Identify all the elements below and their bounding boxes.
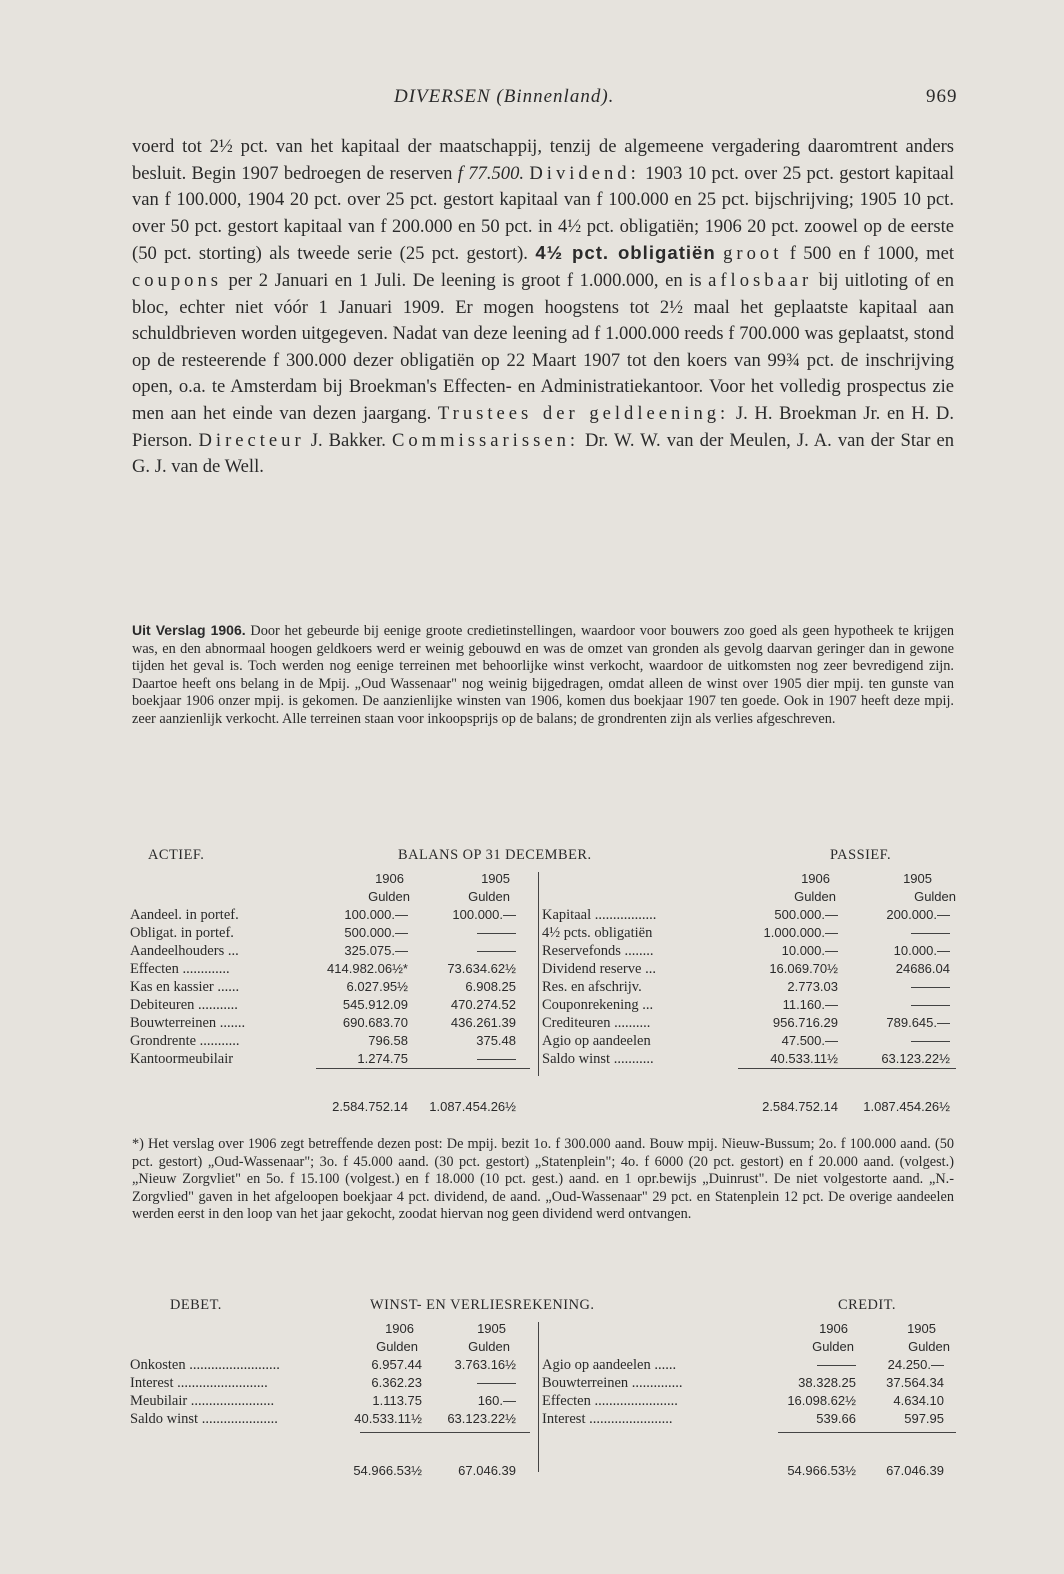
running-header: [0, 86, 1064, 116]
activa-row: [130, 960, 530, 978]
passiva-value-1905: 24686.04: [895, 961, 950, 976]
passiva-value-1905: 789.645.—: [886, 1015, 950, 1030]
activa-value-1905: 73.634.62½: [447, 961, 516, 976]
activa-label: Aandeel. in portef.: [130, 907, 239, 923]
obligations-heading: 4½ pct. obligatiën: [535, 242, 716, 264]
passiva-value-1905: 200.000.—: [886, 907, 950, 922]
debet-label: Saldo winst .....................: [130, 1411, 278, 1427]
credit-value-1905: 37.564.34: [886, 1375, 944, 1390]
passiva-row: [542, 942, 956, 960]
credit-label: Interest .......................: [542, 1411, 673, 1427]
credit-label: Agio op aandeelen ......: [542, 1357, 677, 1373]
passiva-row: [542, 1032, 956, 1050]
passiva-row: [542, 1014, 956, 1032]
activa-row: [130, 1050, 530, 1068]
activa-total-1906: 2.584.752.14: [332, 1099, 408, 1114]
activa-value-1906: 500.000.—: [344, 925, 408, 940]
activa-value-1906: 100.000.—: [344, 907, 408, 922]
passiva-value-1906: 2.773.03: [787, 979, 838, 994]
passiva-value-1906: 47.500.—: [781, 1033, 838, 1048]
debet-label: Interest .........................: [130, 1375, 268, 1391]
activa-row: [130, 996, 530, 1014]
balance-left-head: ACTIEF.: [148, 847, 205, 863]
passiva-value-1906: 16.069.70½: [769, 961, 838, 976]
trustees-heading: Trustees der geldleening:: [437, 402, 730, 424]
report-text: Door het gebeurde bij eenige groote credietinstellingen, waardoor voor bouwers zoo goed als geen hypotheek te krijgen was, en den abnormaal hoogen geldkoers werd er weinig gebouwd en was de omzet van gronden als gevolg daarvan geringer dan in gewone tijden het geval is. Toch werden nog eenige terreinen met behoorlijke winst verkocht, waardoor de uitkomsten nog zeer bevredigend zijn. Daartoe heeft ons belang in de Mpij. „Oud Wassenaar" nog weinig bijgedragen, omdat alleen de winst over 1905 dier mpij. ten gunste van boekjaar 1906 onzer mpij. is gekomen. De aanzienlijke winsten van 1906, komen dus boekjaar 1907 ten goede. Ook in 1907 heeft deze mpij. zeer aanzienlijk verkocht. Alle terreinen staan voor inkoopsprijs op de balans; de grondrenten zijn als verlies afgeschreven.: [132, 623, 954, 727]
activa-value-1905: 470.274.52: [450, 997, 516, 1012]
director-heading: Directeur: [198, 429, 305, 451]
credit-label: Effecten .......................: [542, 1393, 678, 1409]
activa-row: [130, 906, 530, 924]
activa-value-1906: 796.58: [368, 1033, 408, 1048]
passiva-row: [542, 906, 956, 924]
passiva-row: [542, 924, 956, 942]
credit-value-1905: 24.250.—: [887, 1357, 944, 1372]
credit-value-1906: ———: [817, 1357, 856, 1372]
passiva-label: Agio op aandeelen: [542, 1033, 651, 1049]
debet-row: [130, 1392, 530, 1410]
pnl-title: WINST- EN VERLIESREKENING.: [370, 1297, 595, 1313]
activa-label: Obligat. in portef.: [130, 925, 234, 941]
credit-total-1905: 67.046.39: [886, 1463, 944, 1478]
passiva-row: [542, 978, 956, 996]
passiva-value-1906: 956.716.29: [772, 1015, 838, 1030]
debet-value-1905: 3.763.16½: [454, 1357, 516, 1372]
debet-row: [130, 1410, 530, 1428]
activa-side: 1906 1905 Gulden Gulden Aandeel. in portef. 100.000.— 100.000.— Obligat. in portef. 500.000.— ——— Aandeelhouders ... 325.075.— ——— Effecten ............. 414.982.06½* 73.634.62½ Kas en kassier ...... 6.027.95½ 6.908.25 Debiteuren ........... 545.912.09 470.274.52 Bouwterreinen ....... 690.683.70 436.261.39 Grondrente ........... 796.58 375.48 Kantoormeubilair 1.274.75 ——— 2.584.752.14 1.087.454.26½: [130, 870, 530, 1068]
credit-value-1906: 539.66: [816, 1411, 856, 1426]
debet-value-1906: 1.113.75: [372, 1393, 422, 1408]
dividend-heading: Dividend:: [529, 162, 640, 184]
activa-value-1906: 1.274.75: [357, 1051, 408, 1066]
balance-sheet: [130, 846, 956, 1114]
footnote: *) Het verslag over 1906 zegt betreffende dezen post: De mpij. bezit 1o. f 300.000 aand. Bouw mpij. Nieuw-Bussum; 2o. f 100.000 aand. (50 pct. gestort) „Oud-Wassenaar"; 3o. f 45.000 aand. (30 pct. gestort) „Statenplein"; 4o. f 6000 (20 pct. gestort) en f 20.000 aand. (volgest.) „Nieuw Zorgvliet" en 5o. f 15.100 (volgest.) en f 18.000 (10 pct. gest.) aand. en 1 opr.bewijs „Duinrust". De niet volgestorte aand. „N.-Zorgvlied" gaven in het afgeloopen boekjaar 4 pct. dividend, de aand. „Oud-Wassenaar" 29 pct. en Statenplein 12 pct. De overige aandeelen werden eerst in den loop van het jaar gekocht, zoodat hiervan nog geen dividend werd ontvangen.: [132, 1136, 954, 1223]
debet-label: Onkosten .........................: [130, 1357, 280, 1373]
activa-label: Bouwterreinen .......: [130, 1015, 246, 1031]
commissioners-heading: Commissarissen:: [391, 429, 580, 451]
passiva-label: Res. en afschrijv.: [542, 979, 642, 995]
passiva-value-1905: ———: [911, 1033, 950, 1048]
pnl-left-head: DEBET.: [170, 1297, 222, 1313]
activa-value-1906: 690.683.70: [342, 1015, 408, 1030]
credit-total-1906: 54.966.53½: [787, 1463, 856, 1478]
credit-value-1905: 4.634.10: [893, 1393, 944, 1408]
main-paragraph: voerd tot 2½ pct. van het kapitaal der maatschappij, tenzij de algemeene vergadering daaromtrent anders besluit. Begin 1907 bedroegen de reserven f 77.500. Dividend: 1903 10 pct. over 25 pct. gestort kapitaal van f 100.000, 1904 20 pct. over 25 pct. gestort kapitaal van f 100.000 en 25 pct. bijschrijving; 1905 10 pct. over 50 pct. gestort kapitaal van f 200.000 en 50 pct. in 4½ pct. obligatiën; 1906 20 pct. zoowel op de eerste (50 pct. storting) als tweede serie (25 pct. gestort). 4½ pct. obligatiën groot f 500 en f 1000, met coupons per 2 Januari en 1 Juli. De leening is groot f 1.000.000, en is aflosbaar bij uitloting of en bloc, echter niet vóór 1 Januari 1909. Er mogen hoogstens tot 2½ maal het geplaatste kapitaal aan schuldbrieven worden uitgegeven. Nadat van deze leening ad f 1.000.000 reeds f 700.000 was geplaatst, stond op de resteerende f 300.000 dezer obligatiën op 22 Maart 1907 tot den koers van 99¾ pct. de inschrijving open, o.a. te Amsterdam bij Broekman's Effecten- en Administratiekantoor. Voor het volledig prospectus zie men aan het einde van dezen jaargang. Trustees der geldleening: J. H. Broekman Jr. en H. D. Pierson. Directeur J. Bakker. Commissarissen: Dr. W. W. van der Meulen, J. A. van der Star en G. J. van de Well.: [132, 136, 955, 478]
credit-value-1906: 16.098.62½: [787, 1393, 856, 1408]
passiva-value-1906: 10.000.—: [781, 943, 838, 958]
passiva-value-1905: ———: [911, 925, 950, 940]
activa-value-1905: ———: [477, 925, 516, 940]
debet-value-1906: 6.362.23: [371, 1375, 422, 1390]
activa-value-1906: 545.912.09: [342, 997, 408, 1012]
passiva-total-1906: 2.584.752.14: [762, 1099, 838, 1114]
passiva-value-1905: 10.000.—: [893, 943, 950, 958]
activa-label: Kas en kassier ......: [130, 979, 240, 995]
passiva-label: Crediteuren ..........: [542, 1015, 651, 1031]
page-number: 969: [926, 86, 958, 107]
credit-value-1906: 38.328.25: [798, 1375, 856, 1390]
passiva-row: [542, 1050, 956, 1068]
debet-value-1905: 160.—: [477, 1393, 516, 1408]
activa-value-1905: ———: [477, 943, 516, 958]
activa-value-1905: 6.908.25: [465, 979, 516, 994]
activa-value-1905: 375.48: [476, 1033, 516, 1048]
credit-value-1905: 597.95: [904, 1411, 944, 1426]
report-summary: [132, 622, 954, 729]
debet-side: 1906 1905 Gulden Gulden Onkosten ......................... 6.957.44 3.763.16½ Interest ......................... 6.362.23 ——— Meubilair ....................... 1.113.75 160.— Saldo winst ..................... 40.533.11½ 63.123.22½ 54.966.53½ 67.046.39: [130, 1320, 530, 1428]
passiva-label: Dividend reserve ...: [542, 961, 656, 977]
passiva-label: Kapitaal .................: [542, 907, 657, 923]
passiva-label: Saldo winst ...........: [542, 1051, 654, 1067]
activa-value-1905: 100.000.—: [452, 907, 516, 922]
activa-row: [130, 942, 530, 960]
balance-title: BALANS OP 31 DECEMBER.: [398, 847, 592, 863]
passiva-value-1905: ———: [911, 979, 950, 994]
passiva-label: Couponrekening ...: [542, 997, 654, 1013]
activa-value-1906: 6.027.95½: [346, 979, 408, 994]
debet-label: Meubilair .......................: [130, 1393, 275, 1409]
debet-row: [130, 1374, 530, 1392]
debet-value-1906: 6.957.44: [371, 1357, 422, 1372]
debet-value-1905: 63.123.22½: [447, 1411, 516, 1426]
credit-row: [542, 1374, 956, 1392]
passiva-value-1906: 500.000.—: [774, 907, 838, 922]
activa-row: [130, 1014, 530, 1032]
activa-value-1905: 436.261.39: [450, 1015, 516, 1030]
activa-row: [130, 978, 530, 996]
debet-value-1906: 40.533.11½: [354, 1411, 422, 1426]
passiva-value-1905: 63.123.22½: [881, 1051, 950, 1066]
debet-total-1906: 54.966.53½: [353, 1463, 422, 1478]
passiva-row: [542, 996, 956, 1014]
credit-label: Bouwterreinen ..............: [542, 1375, 683, 1391]
passiva-value-1906: 11.160.—: [782, 997, 838, 1012]
passiva-side: 1906 1905 Gulden Gulden Kapitaal ................. 500.000.— 200.000.— 4½ pcts. obligatiën 1.000.000.— ——— Reservefonds ........ 10.000.— 10.000.— Dividend reserve ... 16.069.70½ 24686.04 Res. en afschrijv. 2.773.03 ——— Couponrekening ... 11.160.— ——— Crediteuren .......... 956.716.29 789.645.— Agio op aandeelen 47.500.— ——— Saldo winst ........... 40.533.11½ 63.123.22½ 2.584.752.14 1.087.454.26½: [542, 871, 956, 1114]
activa-row: [130, 924, 530, 942]
passiva-value-1906: 1.000.000.—: [763, 925, 838, 940]
debet-row: [130, 1356, 530, 1374]
credit-row: [542, 1410, 956, 1428]
passiva-label: Reservefonds ........: [542, 943, 654, 959]
balance-right-head: PASSIEF.: [830, 847, 892, 863]
credit-row: [542, 1356, 956, 1374]
activa-label: Grondrente ...........: [130, 1033, 240, 1049]
activa-value-1906: 325.075.—: [344, 943, 408, 958]
passiva-row: [542, 960, 956, 978]
activa-value-1906: 414.982.06½*: [327, 961, 408, 976]
activa-value-1905: ———: [477, 1051, 516, 1066]
passiva-value-1906: 40.533.11½: [770, 1051, 838, 1066]
profit-loss-account: [130, 1296, 956, 1480]
pnl-right-head: CREDIT.: [838, 1297, 896, 1313]
activa-label: Effecten .............: [130, 961, 230, 977]
credit-side: 1906 1905 Gulden Gulden Agio op aandeelen ...... ——— 24.250.— Bouwterreinen .............. 38.328.25 37.564.34 Effecten ....................... 16.098.62½ 4.634.10 Interest ....................... 539.66 597.95 54.966.53½ 67.046.39: [542, 1320, 956, 1428]
running-title: DIVERSEN (Binnenland).: [394, 86, 615, 107]
balance-divider: [538, 872, 539, 1076]
credit-row: [542, 1392, 956, 1410]
passiva-label: 4½ pcts. obligatiën: [542, 925, 653, 941]
activa-total-1905: 1.087.454.26½: [429, 1099, 516, 1114]
activa-row: [130, 1032, 530, 1050]
activa-label: Aandeelhouders ...: [130, 943, 239, 959]
debet-value-1905: ———: [477, 1375, 516, 1390]
activa-label: Kantoormeubilair: [130, 1051, 234, 1067]
passiva-total-1905: 1.087.454.26½: [863, 1099, 950, 1114]
debet-total-1905: 67.046.39: [458, 1463, 516, 1478]
report-lead: Uit Verslag 1906.: [132, 622, 246, 638]
activa-label: Debiteuren ...........: [130, 997, 238, 1013]
pnl-divider: [538, 1322, 539, 1472]
passiva-value-1905: ———: [911, 997, 950, 1012]
